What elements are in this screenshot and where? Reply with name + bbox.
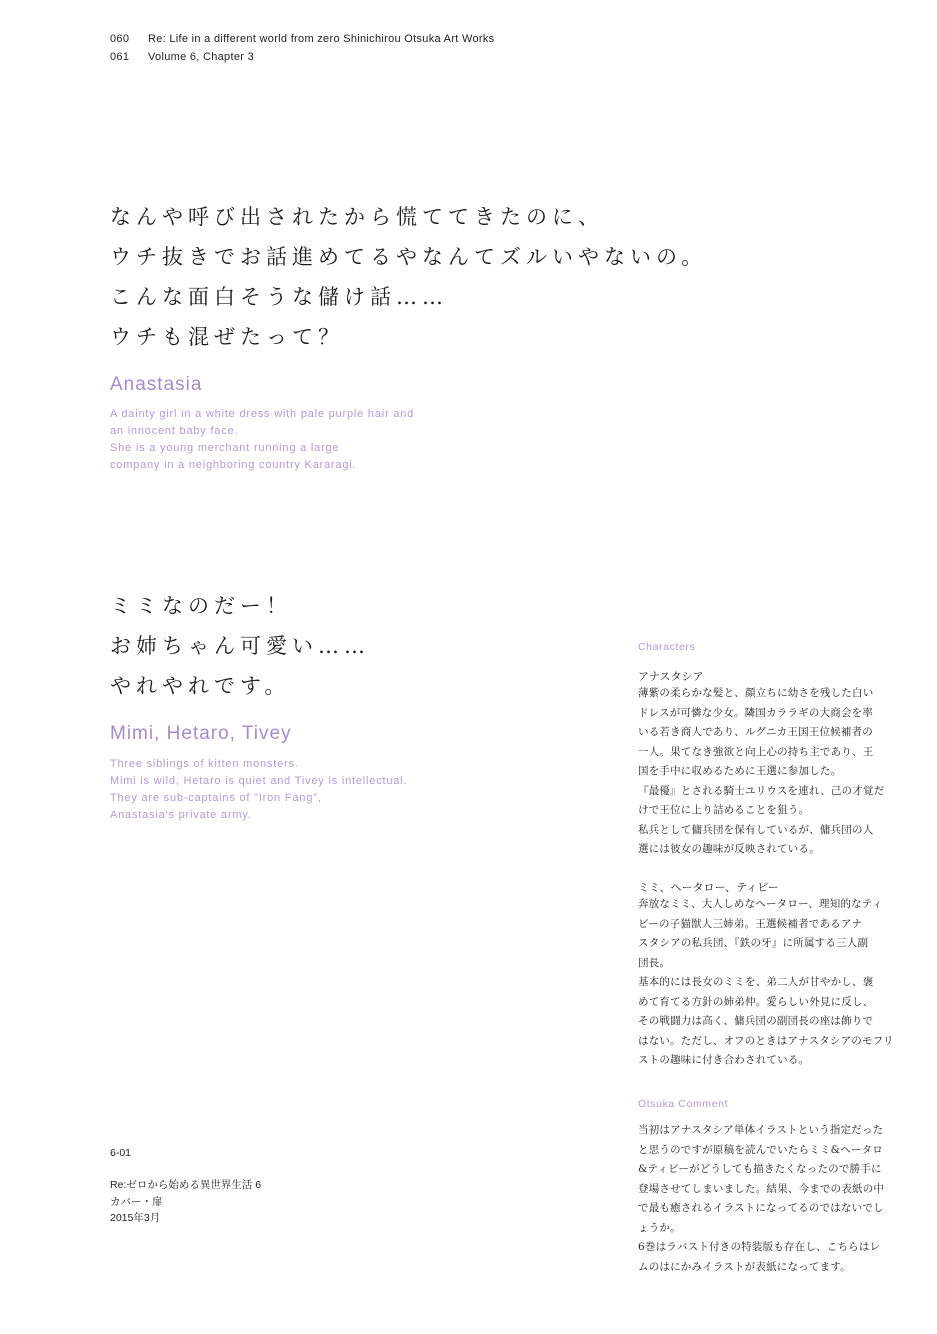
character-description-siblings	[110, 756, 407, 824]
anastasia-section-title: アナスタシア	[638, 670, 704, 683]
body-line: 団長。	[638, 956, 671, 969]
body-line: ストの趣味に付き合わされている。	[638, 1054, 810, 1066]
body-line: 『最優』とされる騎士ユリウスを連れ、己の才覚だ	[638, 784, 885, 797]
quote-line: ミミなのだー！	[110, 594, 292, 618]
description-line: They are sub-captains of "Iron Fang",	[110, 792, 322, 804]
body-line: と思うのですが原稿を読んでいたらミミ&ヘータロ	[638, 1143, 883, 1156]
header-line-2	[110, 51, 254, 63]
description-line: an innocent baby face.	[110, 425, 239, 437]
footer-info	[110, 1177, 261, 1227]
quote-line: やれやれです。	[110, 674, 291, 698]
body-line: スタシアの私兵団、『鉄の牙』に所属する三人副	[638, 937, 869, 949]
body-line: 選には彼女の趣味が反映されている。	[638, 843, 820, 855]
body-line: 国を手中に収めるために王選に参加した。	[638, 765, 842, 777]
body-line: で最も癒されるイラストになってるのではないでし	[638, 1202, 884, 1214]
quote-line: なんや呼び出されたから慌ててきたのに、	[110, 205, 604, 229]
description-line: Anastasia's private army.	[110, 809, 252, 821]
body-line: ムのはにかみイラストが表紙になってます。	[638, 1260, 851, 1273]
siblings-quote	[110, 586, 370, 706]
body-line: めて育てる方針の姉弟仲。愛らしい外見に反し、	[638, 995, 874, 1008]
body-line: 私兵として傭兵団を保有しているが、傭兵団の人	[638, 823, 874, 836]
body-line: 一人。果てなき強欲と向上心の持ち主であり、王	[638, 745, 874, 758]
anastasia-section-text	[638, 684, 884, 860]
book-title: Re: Life in a different world from zero Shinichirou Otsuka Art Works	[148, 33, 495, 45]
chapter-title: Volume 6, Chapter 3	[148, 51, 254, 63]
body-line: 奔放なミミ、大人しめなヘータロー、理知的なティ	[638, 898, 883, 910]
character-name-anastasia: Anastasia	[110, 374, 203, 395]
illustration-code: 6-01	[110, 1147, 132, 1159]
body-line: 6巻はラバスト付きの特装版も存在し、こちらはレ	[638, 1241, 881, 1253]
body-line: ビーの子猫獣人三姉弟。王選候補者であるアナ	[638, 917, 863, 930]
description-line: She is a young merchant running a large	[110, 442, 340, 454]
body-line: はない。ただし、オフのときはアナスタシアのモフリ	[638, 1034, 894, 1047]
quote-line: ウチも混ぜたって？	[110, 325, 344, 349]
body-line: 基本的には長女のミミを、弟二人が甘やかし、褒	[638, 976, 874, 988]
characters-heading: Characters	[638, 641, 696, 653]
comment-text	[638, 1121, 884, 1277]
description-line: A dainty girl in a white dress with pale purple hair and	[110, 408, 415, 420]
anastasia-quote	[110, 197, 707, 357]
description-line: Three siblings of kitten monsters.	[110, 758, 299, 770]
body-line: 登場させてしまいました。結果、今までの表紙の中	[638, 1182, 885, 1195]
quote-line: ウチ抜きでお話進めてるやなんてズルいやないの。	[110, 245, 708, 269]
siblings-section-text	[638, 895, 894, 1071]
page-number: 061	[110, 51, 130, 63]
body-line: ドレスが可憐な少女。隣国カララギの大商会を率	[638, 706, 874, 719]
source-title: Re:ゼロから始める異世界生活 6	[110, 1179, 262, 1191]
description-line: company in a neighboring country Kararagi.	[110, 459, 357, 471]
quote-line: こんな面白そうな儲け話……	[110, 285, 448, 309]
description-line: Mimi is wild, Hetaro is quiet and Tivey is intellectual.	[110, 775, 408, 787]
source-usage: カバー・扉	[110, 1195, 163, 1208]
body-line: その戦闘力は高く、傭兵団の副団長の座は飾りで	[638, 1015, 874, 1027]
source-date: 2015年3月	[110, 1212, 161, 1224]
character-description-anastasia	[110, 406, 414, 474]
character-name-siblings: Mimi, Hetaro, Tivey	[110, 723, 292, 744]
page-number: 060	[110, 33, 130, 45]
body-line: ょうか。	[638, 1221, 681, 1234]
body-line: &ティビーがどうしても描きたくなったので勝手に	[638, 1163, 882, 1175]
siblings-section-title: ミミ、ヘータロー、ティビー	[638, 881, 779, 894]
body-line: 薄紫の柔らかな髪と、顔立ちに幼さを残した白い	[638, 687, 874, 699]
body-line: 当初はアナスタシア単体イラストという指定だった	[638, 1124, 884, 1136]
body-line: けで王位に上り詰めることを狙う。	[638, 804, 810, 816]
body-line: いる若き商人であり、ルグニカ王国王位候補者の	[638, 726, 873, 738]
header-line-1	[110, 33, 494, 45]
quote-line: お姉ちゃん可愛い……	[110, 634, 370, 658]
comment-heading: Otsuka Comment	[638, 1098, 729, 1110]
